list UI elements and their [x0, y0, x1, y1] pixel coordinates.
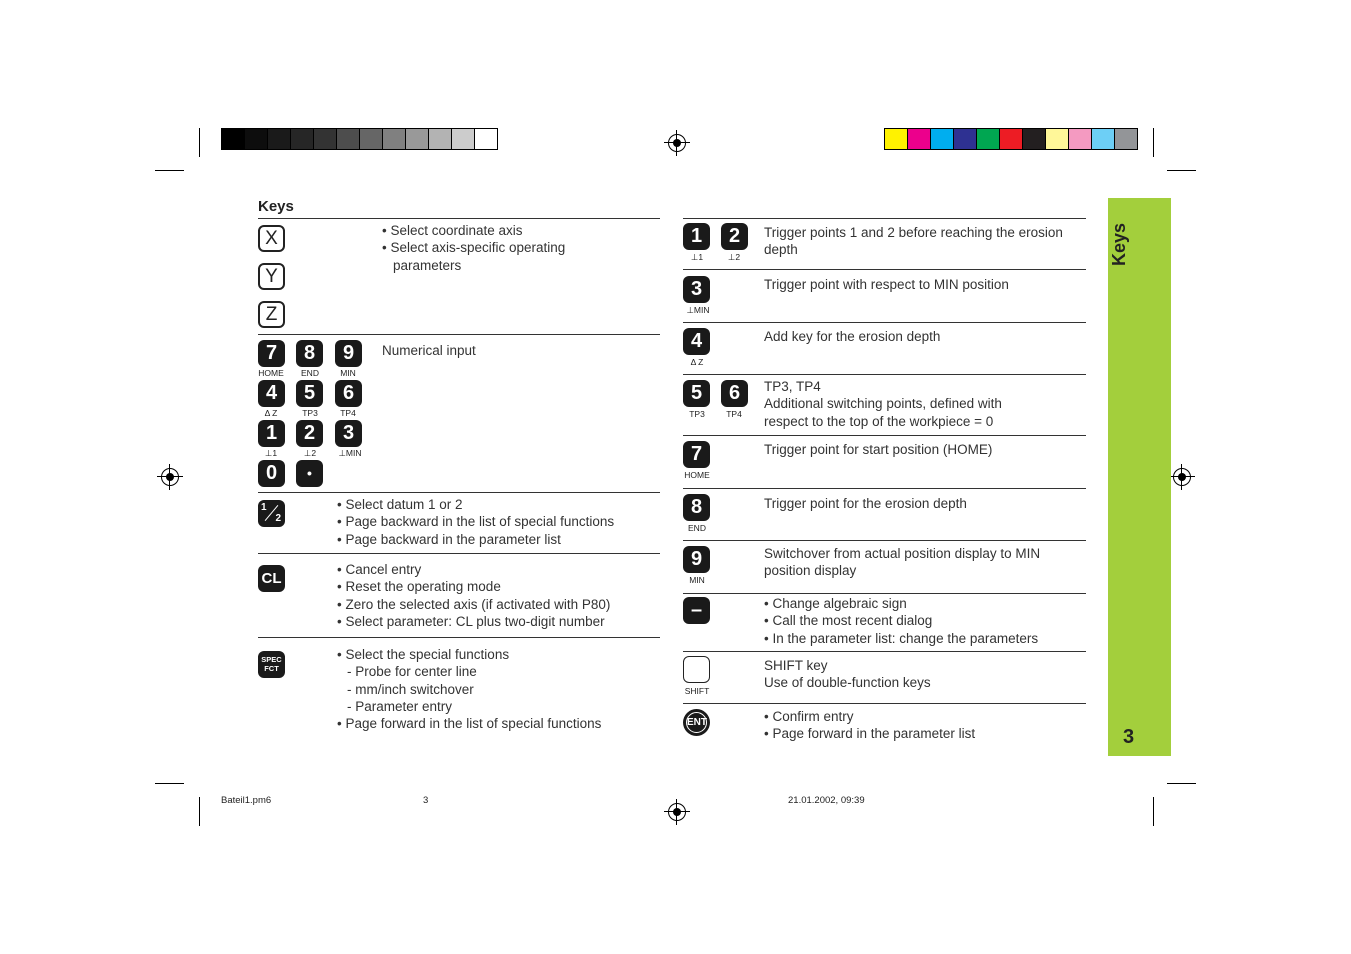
- registration-mark-left: [161, 468, 179, 486]
- key-2-trigger: 2: [721, 223, 748, 250]
- key-7-home: 7: [683, 441, 710, 468]
- key-8-end: 8: [683, 494, 710, 521]
- end-description: Trigger point for the erosion depth: [764, 496, 967, 511]
- z-key: Z: [258, 301, 285, 328]
- key-9: 9: [335, 340, 362, 367]
- color-swatch: [337, 129, 360, 149]
- key-1: 1: [258, 420, 285, 447]
- color-swatch: [931, 129, 954, 149]
- minus-description: • Change algebraic sign • Call the most recent dialog • In the parameter list: change the parameters: [764, 596, 1039, 646]
- trigger-min-icon: ⊥MIN: [338, 448, 362, 458]
- home-description: Trigger point for start position (HOME): [764, 442, 993, 457]
- key-2: 2: [296, 420, 323, 447]
- trigger-1-2-description: Trigger points 1 and 2 before reaching the erosion depth: [764, 225, 1063, 258]
- numeric-description: Numerical input: [382, 343, 476, 358]
- key-0: 0: [258, 460, 285, 487]
- footer-page: 3: [423, 795, 429, 806]
- registration-mark-top: [668, 134, 686, 152]
- spec-fct-description: • Select the special functions - Probe for center line - mm/inch switchover - Parameter entry • Page forward in the list of special functions: [337, 647, 602, 732]
- trigger-1-icon: ⊥1: [264, 448, 278, 458]
- cl-key: CL: [258, 565, 285, 592]
- chapter-tab-title: Keys: [1109, 222, 1130, 267]
- color-swatch: [885, 129, 908, 149]
- shift-description: SHIFT key Use of double-function keys: [764, 658, 931, 691]
- trigger-2-icon: ⊥2: [303, 448, 317, 458]
- color-swatch: [268, 129, 291, 149]
- color-swatch: [360, 129, 383, 149]
- color-swatch: [245, 129, 268, 149]
- key-7: 7: [258, 340, 285, 367]
- rule-numeric: [258, 492, 660, 493]
- color-swatch: [954, 129, 977, 149]
- key-3-trigger: 3: [683, 276, 710, 303]
- color-swatch: [1000, 129, 1023, 149]
- gray-color-bar: [221, 128, 498, 150]
- color-swatch: [908, 129, 931, 149]
- chapter-number: 3: [1123, 726, 1135, 748]
- datum-half-key: 1 2: [258, 500, 285, 527]
- tp3-tp4-description: TP3, TP4 Additional switching points, defined with respect to the top of the workpiece = 0: [764, 379, 1002, 429]
- registration-mark-right: [1173, 468, 1191, 486]
- color-swatch: [452, 129, 475, 149]
- key-6-tp4: 6: [721, 380, 748, 407]
- title-rule: [258, 218, 660, 219]
- axis-keys-description: • Select coordinate axis • Select axis-specific operating parameters: [382, 223, 566, 273]
- min-description: Switchover from actual position display to MIN position display: [764, 546, 1041, 579]
- footer-timestamp: 21.01.2002, 09:39: [788, 795, 865, 806]
- color-swatch: [1046, 129, 1069, 149]
- page-title: Keys: [258, 198, 294, 215]
- y-key: Y: [258, 263, 285, 290]
- ent-description: • Confirm entry • Page forward in the parameter list: [764, 709, 976, 742]
- chapter-tab: [1108, 198, 1171, 756]
- color-swatch: [1069, 129, 1092, 149]
- color-swatch: [1023, 129, 1046, 149]
- x-key: X: [258, 225, 285, 252]
- rule-cl: [258, 637, 660, 638]
- color-swatch: [429, 129, 452, 149]
- key-9-min: 9: [683, 546, 710, 573]
- key-4-erosion: 4: [683, 328, 710, 355]
- registration-mark-bottom: [668, 803, 686, 821]
- key-5-tp3: 5: [683, 380, 710, 407]
- color-swatch: [383, 129, 406, 149]
- ent-key: ENT: [683, 709, 710, 736]
- rule-axis: [258, 334, 660, 335]
- trigger-min-description: Trigger point with respect to MIN position: [764, 277, 1009, 292]
- key-4: 4: [258, 380, 285, 407]
- key-6: 6: [335, 380, 362, 407]
- key-1-trigger: 1: [683, 223, 710, 250]
- shift-key: [683, 656, 710, 683]
- key-3: 3: [335, 420, 362, 447]
- color-swatch: [475, 129, 497, 149]
- erosion-depth-description: Add key for the erosion depth: [764, 329, 941, 344]
- footer-file: Bateil1.pm6: [221, 795, 272, 806]
- spec-fct-key: SPEC FCT: [258, 651, 285, 678]
- key-decimal-point: •: [296, 460, 323, 487]
- color-swatch: [406, 129, 429, 149]
- process-color-bar: [884, 128, 1138, 150]
- cl-description: • Cancel entry • Reset the operating mode • Zero the selected axis (if activated with P80) • Select parameter: CL plus two-digit number: [337, 562, 611, 629]
- key-5: 5: [296, 380, 323, 407]
- minus-key: –: [683, 597, 710, 624]
- color-swatch: [1092, 129, 1115, 149]
- color-swatch: [1115, 129, 1137, 149]
- color-swatch: [977, 129, 1000, 149]
- key-8: 8: [296, 340, 323, 367]
- rule-datum: [258, 553, 660, 554]
- color-swatch: [222, 129, 245, 149]
- datum-description: • Select datum 1 or 2 • Page backward in the list of special functions • Page backward in the parameter list: [337, 497, 615, 547]
- color-swatch: [314, 129, 337, 149]
- color-swatch: [291, 129, 314, 149]
